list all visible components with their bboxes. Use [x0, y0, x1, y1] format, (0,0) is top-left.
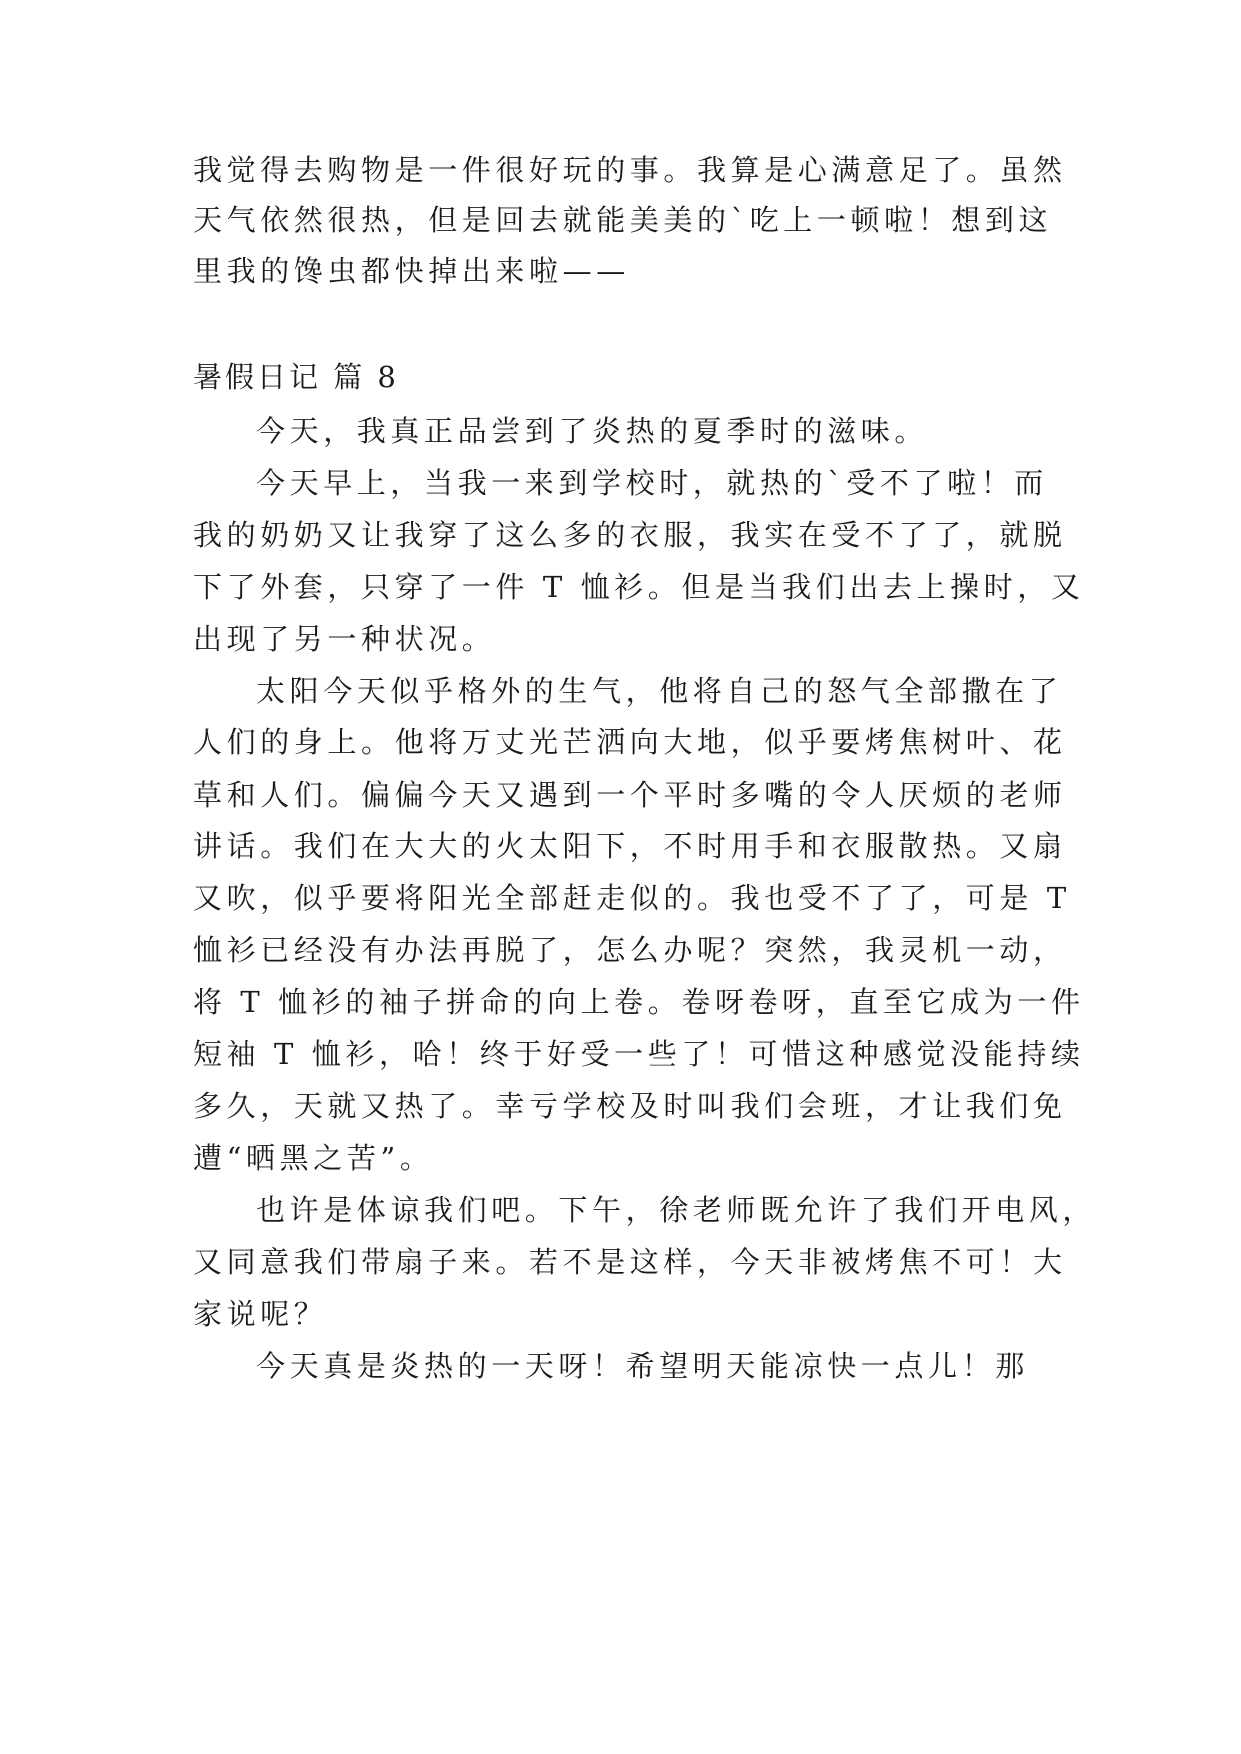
- paragraph-line: 我的奶奶又让我穿了这么多的衣服，我实在受不了了，就脱: [193, 518, 1067, 552]
- paragraph-line: 今天早上，当我一来到学校时，就热的`受不了啦！而: [256, 466, 1048, 500]
- paragraph-line: 恤衫已经没有办法再脱了，怎么办呢？突然，我灵机一动，: [193, 933, 1067, 967]
- paragraph-line: 将 T 恤衫的袖子拼命的向上卷。卷呀卷呀，直至它成为一件: [193, 985, 1085, 1019]
- paragraph-line: 今天，我真正品尝到了炎热的夏季时的滋味。: [256, 414, 929, 448]
- paragraph-line: 下了外套，只穿了一件 T 恤衫。但是当我们出去上操时，又: [193, 570, 1085, 604]
- paragraph-line: 又吹，似乎要将阳光全部赶走似的。我也受不了了，可是 T: [193, 881, 1071, 915]
- paragraph-line: 也许是体谅我们吧。下午，徐老师既允许了我们开电风，: [256, 1193, 1097, 1227]
- paragraph-line: 家说呢？: [193, 1297, 328, 1331]
- intro-line: 我觉得去购物是一件很好玩的事。我算是心满意足了。虽然: [193, 153, 1067, 187]
- paragraph-line: 讲话。我们在大大的火太阳下，不时用手和衣服散热。又扇: [193, 829, 1067, 863]
- paragraph-line: 出现了另一种状况。: [193, 622, 496, 656]
- intro-line: 天气依然很热，但是回去就能美美的`吃上一顿啦！想到这: [193, 203, 1053, 237]
- paragraph-line: 多久，天就又热了。幸亏学校及时叫我们会班，才让我们免: [193, 1089, 1067, 1123]
- paragraph-line: 遭“晒黑之苦”。: [193, 1141, 434, 1175]
- section-title: 暑假日记 篇 8: [193, 360, 399, 394]
- paragraph-line: 草和人们。偏偏今天又遇到一个平时多嘴的令人厌烦的老师: [193, 778, 1067, 812]
- paragraph-line: 短袖 T 恤衫，哈！终于好受一些了！可惜这种感觉没能持续: [193, 1037, 1085, 1071]
- paragraph-line: 又同意我们带扇子来。若不是这样，今天非被烤焦不可！大: [193, 1245, 1067, 1279]
- paragraph-line: 今天真是炎热的一天呀！希望明天能凉快一点儿！那: [256, 1349, 1029, 1383]
- intro-line: 里我的馋虫都快掉出来啦——: [193, 254, 630, 288]
- paragraph-line: 太阳今天似乎格外的生气，他将自己的怒气全部撒在了: [256, 674, 1063, 708]
- paragraph-line: 人们的身上。他将万丈光芒洒向大地，似乎要烤焦树叶、花: [193, 725, 1067, 759]
